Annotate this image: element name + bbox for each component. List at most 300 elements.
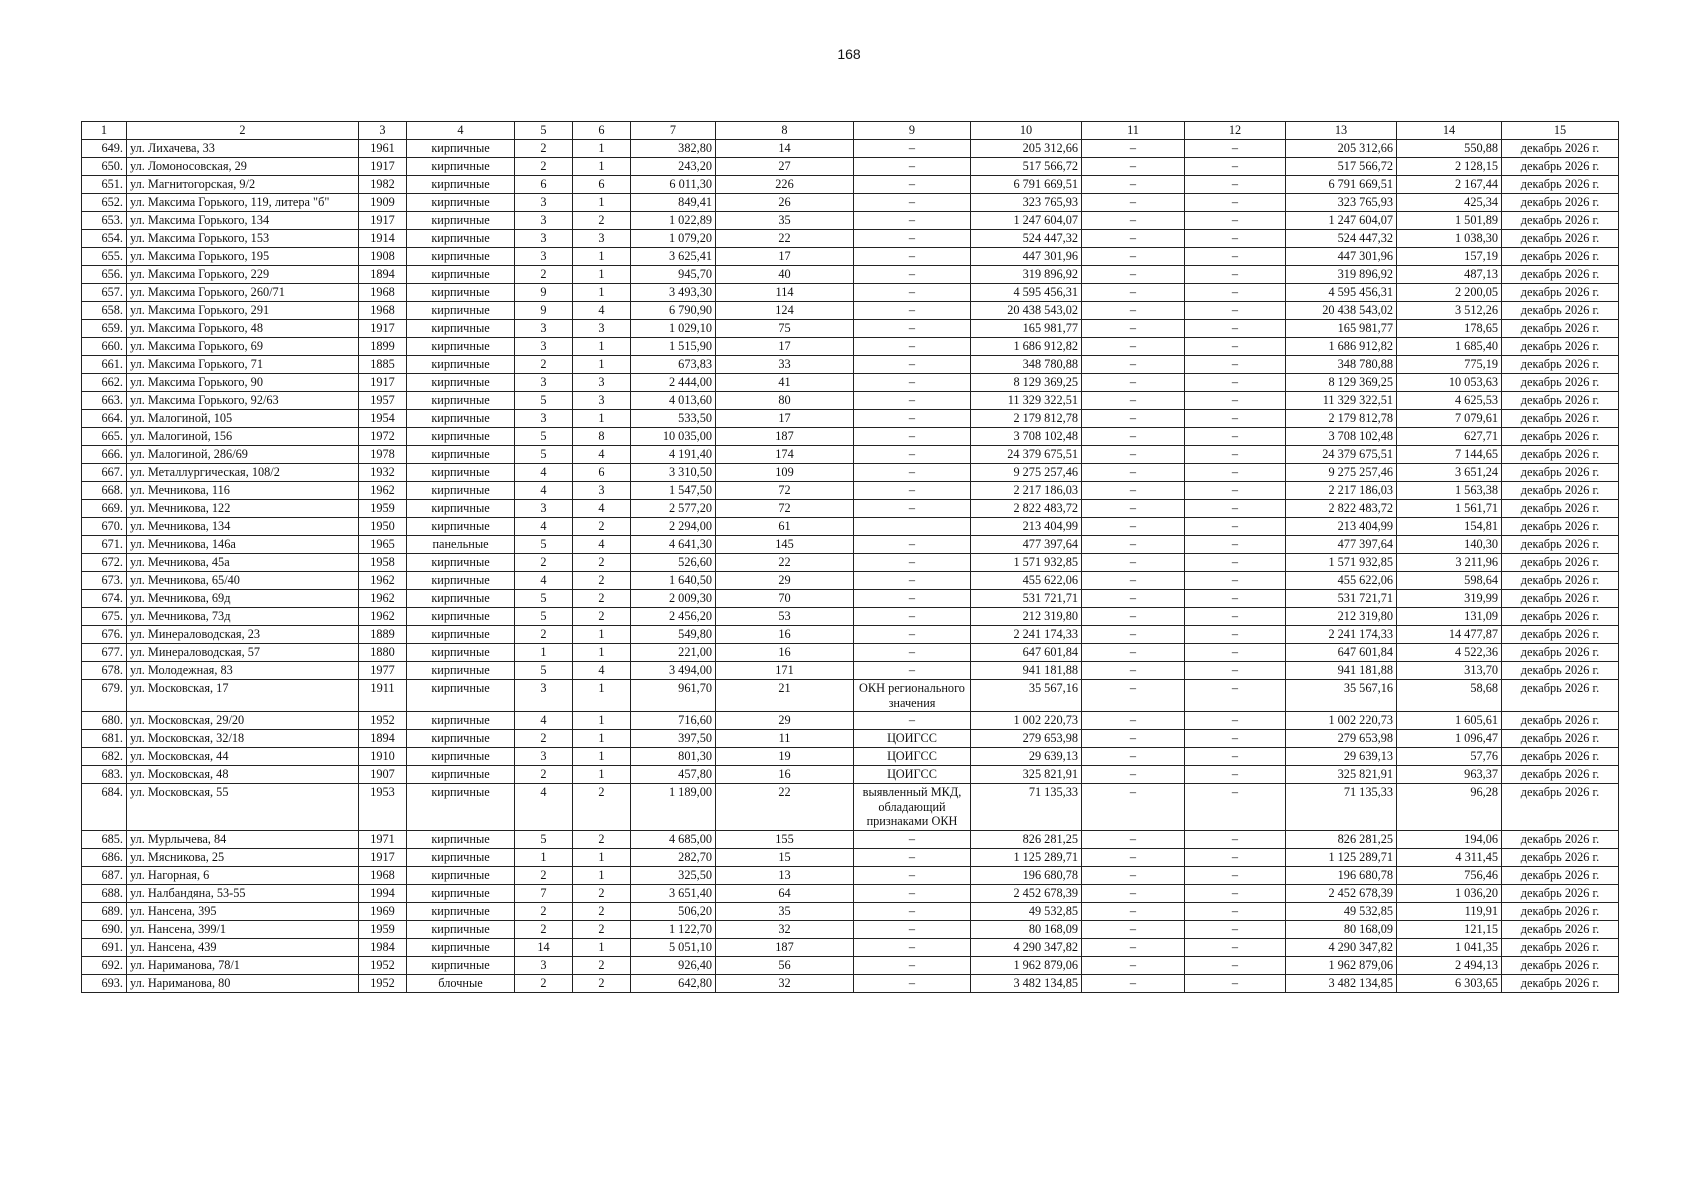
cell-floors: 3 <box>515 230 573 248</box>
cell-row-number: 681. <box>82 730 127 748</box>
cell-cost-col-12: – <box>1185 644 1286 662</box>
table-row <box>82 680 1619 712</box>
cell-heritage-status: – <box>854 464 971 482</box>
cell-year-built: 1953 <box>359 784 407 831</box>
cell-cost-col-11: – <box>1082 536 1185 554</box>
cell-cost-per-sqm: 598,64 <box>1397 572 1502 590</box>
cell-entrances: 6 <box>573 464 631 482</box>
cell-cost-total: 212 319,80 <box>971 608 1082 626</box>
cell-cost-col-12: – <box>1185 302 1286 320</box>
cell-cost-col-12: – <box>1185 608 1286 626</box>
cell-residents: 187 <box>716 428 854 446</box>
cell-cost-col-11: – <box>1082 884 1185 902</box>
cell-cost-col-13: 447 301,96 <box>1286 248 1397 266</box>
cell-cost-col-11: – <box>1082 608 1185 626</box>
cell-year-built: 1954 <box>359 410 407 428</box>
cell-floors: 6 <box>515 176 573 194</box>
cell-entrances: 4 <box>573 662 631 680</box>
cell-deadline: декабрь 2026 г. <box>1502 902 1619 920</box>
column-header-15: 15 <box>1502 122 1619 140</box>
cell-cost-col-11: – <box>1082 230 1185 248</box>
cell-deadline: декабрь 2026 г. <box>1502 266 1619 284</box>
cell-floors: 5 <box>515 830 573 848</box>
column-header-11: 11 <box>1082 122 1185 140</box>
table-row <box>82 784 1619 831</box>
cell-cost-total: 24 379 675,51 <box>971 446 1082 464</box>
cell-address: ул. Малогиной, 105 <box>127 410 359 428</box>
cell-address: ул. Московская, 44 <box>127 748 359 766</box>
cell-heritage-status: – <box>854 446 971 464</box>
cell-cost-total: 4 290 347,82 <box>971 938 1082 956</box>
cell-cost-col-12: – <box>1185 284 1286 302</box>
cell-entrances: 2 <box>573 518 631 536</box>
cell-deadline: декабрь 2026 г. <box>1502 626 1619 644</box>
cell-heritage-status: – <box>854 356 971 374</box>
cell-cost-col-12: – <box>1185 572 1286 590</box>
cell-cost-per-sqm: 2 494,13 <box>1397 956 1502 974</box>
cell-heritage-status: – <box>854 554 971 572</box>
cell-year-built: 1952 <box>359 712 407 730</box>
cell-row-number: 658. <box>82 302 127 320</box>
cell-residents: 187 <box>716 938 854 956</box>
cell-cost-col-11: – <box>1082 554 1185 572</box>
cell-floors: 2 <box>515 866 573 884</box>
cell-cost-col-12: – <box>1185 730 1286 748</box>
cell-total-area: 1 029,10 <box>631 320 716 338</box>
cell-cost-per-sqm: 2 200,05 <box>1397 284 1502 302</box>
cell-heritage-status: ОКН регионального значения <box>854 680 971 712</box>
cell-cost-col-11: – <box>1082 248 1185 266</box>
cell-row-number: 652. <box>82 194 127 212</box>
cell-address: ул. Молодежная, 83 <box>127 662 359 680</box>
cell-address: ул. Максима Горького, 71 <box>127 356 359 374</box>
table-row <box>82 158 1619 176</box>
cell-heritage-status: – <box>854 884 971 902</box>
cell-address: ул. Минераловодская, 23 <box>127 626 359 644</box>
cell-floors: 5 <box>515 536 573 554</box>
cell-wall-material: кирпичные <box>407 446 515 464</box>
cell-deadline: декабрь 2026 г. <box>1502 356 1619 374</box>
cell-deadline: декабрь 2026 г. <box>1502 536 1619 554</box>
table-row <box>82 194 1619 212</box>
cell-address: ул. Мечникова, 122 <box>127 500 359 518</box>
cell-residents: 35 <box>716 902 854 920</box>
cell-row-number: 665. <box>82 428 127 446</box>
cell-wall-material: кирпичные <box>407 830 515 848</box>
cell-residents: 70 <box>716 590 854 608</box>
cell-cost-per-sqm: 1 501,89 <box>1397 212 1502 230</box>
cell-wall-material: кирпичные <box>407 644 515 662</box>
cell-wall-material: кирпичные <box>407 248 515 266</box>
cell-heritage-status: – <box>854 956 971 974</box>
cell-cost-col-11: – <box>1082 572 1185 590</box>
cell-cost-per-sqm: 57,76 <box>1397 748 1502 766</box>
cell-total-area: 1 189,00 <box>631 784 716 831</box>
cell-cost-col-11: – <box>1082 374 1185 392</box>
column-header-12: 12 <box>1185 122 1286 140</box>
cell-address: ул. Максима Горького, 92/63 <box>127 392 359 410</box>
cell-floors: 1 <box>515 644 573 662</box>
cell-address: ул. Нариманова, 78/1 <box>127 956 359 974</box>
cell-deadline: декабрь 2026 г. <box>1502 338 1619 356</box>
cell-cost-total: 1 571 932,85 <box>971 554 1082 572</box>
cell-address: ул. Максима Горького, 153 <box>127 230 359 248</box>
cell-row-number: 683. <box>82 766 127 784</box>
cell-cost-col-11: – <box>1082 428 1185 446</box>
cell-cost-col-11: – <box>1082 920 1185 938</box>
cell-year-built: 1961 <box>359 140 407 158</box>
cell-floors: 2 <box>515 140 573 158</box>
cell-wall-material: кирпичные <box>407 158 515 176</box>
cell-row-number: 671. <box>82 536 127 554</box>
cell-heritage-status: – <box>854 712 971 730</box>
housing-register-table <box>81 121 1619 993</box>
cell-wall-material: кирпичные <box>407 356 515 374</box>
cell-cost-col-13: 205 312,66 <box>1286 140 1397 158</box>
cell-floors: 4 <box>515 464 573 482</box>
cell-total-area: 533,50 <box>631 410 716 428</box>
cell-row-number: 688. <box>82 884 127 902</box>
cell-entrances: 1 <box>573 766 631 784</box>
cell-entrances: 1 <box>573 248 631 266</box>
cell-deadline: декабрь 2026 г. <box>1502 284 1619 302</box>
cell-deadline: декабрь 2026 г. <box>1502 302 1619 320</box>
cell-entrances: 1 <box>573 730 631 748</box>
cell-year-built: 1969 <box>359 902 407 920</box>
cell-residents: 13 <box>716 866 854 884</box>
cell-deadline: декабрь 2026 г. <box>1502 212 1619 230</box>
cell-year-built: 1968 <box>359 302 407 320</box>
column-header-14: 14 <box>1397 122 1502 140</box>
cell-year-built: 1968 <box>359 866 407 884</box>
cell-residents: 32 <box>716 920 854 938</box>
cell-cost-total: 1 125 289,71 <box>971 848 1082 866</box>
cell-cost-col-12: – <box>1185 848 1286 866</box>
cell-cost-total: 455 622,06 <box>971 572 1082 590</box>
cell-cost-col-13: 279 653,98 <box>1286 730 1397 748</box>
cell-entrances: 2 <box>573 554 631 572</box>
cell-address: ул. Мечникова, 134 <box>127 518 359 536</box>
cell-cost-total: 323 765,93 <box>971 194 1082 212</box>
cell-residents: 80 <box>716 392 854 410</box>
cell-year-built: 1880 <box>359 644 407 662</box>
cell-heritage-status: – <box>854 482 971 500</box>
cell-row-number: 670. <box>82 518 127 536</box>
cell-wall-material: кирпичные <box>407 590 515 608</box>
cell-cost-col-13: 517 566,72 <box>1286 158 1397 176</box>
table-body <box>82 140 1619 993</box>
cell-cost-col-12: – <box>1185 428 1286 446</box>
cell-cost-total: 165 981,77 <box>971 320 1082 338</box>
cell-row-number: 649. <box>82 140 127 158</box>
cell-total-area: 243,20 <box>631 158 716 176</box>
cell-total-area: 3 651,40 <box>631 884 716 902</box>
table-row <box>82 644 1619 662</box>
cell-cost-per-sqm: 7 144,65 <box>1397 446 1502 464</box>
cell-cost-col-11: – <box>1082 974 1185 992</box>
cell-cost-total: 447 301,96 <box>971 248 1082 266</box>
cell-entrances: 2 <box>573 884 631 902</box>
cell-deadline: декабрь 2026 г. <box>1502 748 1619 766</box>
cell-residents: 26 <box>716 194 854 212</box>
cell-wall-material: кирпичные <box>407 712 515 730</box>
column-header-6: 6 <box>573 122 631 140</box>
cell-residents: 72 <box>716 482 854 500</box>
cell-cost-col-12: – <box>1185 500 1286 518</box>
cell-address: ул. Мечникова, 45а <box>127 554 359 572</box>
table-row <box>82 176 1619 194</box>
cell-row-number: 667. <box>82 464 127 482</box>
cell-heritage-status <box>854 518 971 536</box>
cell-cost-per-sqm: 1 041,35 <box>1397 938 1502 956</box>
cell-deadline: декабрь 2026 г. <box>1502 176 1619 194</box>
cell-address: ул. Мурлычева, 84 <box>127 830 359 848</box>
cell-cost-col-12: – <box>1185 626 1286 644</box>
cell-year-built: 1908 <box>359 248 407 266</box>
cell-cost-per-sqm: 96,28 <box>1397 784 1502 831</box>
cell-total-area: 282,70 <box>631 848 716 866</box>
cell-row-number: 685. <box>82 830 127 848</box>
cell-address: ул. Московская, 48 <box>127 766 359 784</box>
cell-cost-col-11: – <box>1082 848 1185 866</box>
cell-deadline: декабрь 2026 г. <box>1502 956 1619 974</box>
cell-cost-col-11: – <box>1082 956 1185 974</box>
column-header-1: 1 <box>82 122 127 140</box>
cell-residents: 174 <box>716 446 854 464</box>
cell-heritage-status: – <box>854 920 971 938</box>
cell-row-number: 676. <box>82 626 127 644</box>
cell-cost-col-11: – <box>1082 866 1185 884</box>
cell-address: ул. Ломоносовская, 29 <box>127 158 359 176</box>
cell-deadline: декабрь 2026 г. <box>1502 572 1619 590</box>
cell-year-built: 1894 <box>359 266 407 284</box>
cell-row-number: 669. <box>82 500 127 518</box>
cell-heritage-status: – <box>854 848 971 866</box>
cell-heritage-status: ЦОИГСС <box>854 730 971 748</box>
cell-total-area: 1 515,90 <box>631 338 716 356</box>
cell-heritage-status: – <box>854 662 971 680</box>
cell-cost-col-13: 2 452 678,39 <box>1286 884 1397 902</box>
cell-year-built: 1914 <box>359 230 407 248</box>
cell-cost-col-13: 826 281,25 <box>1286 830 1397 848</box>
cell-cost-col-12: – <box>1185 784 1286 831</box>
cell-entrances: 4 <box>573 302 631 320</box>
cell-address: ул. Максима Горького, 90 <box>127 374 359 392</box>
cell-residents: 145 <box>716 536 854 554</box>
cell-total-area: 457,80 <box>631 766 716 784</box>
cell-address: ул. Московская, 17 <box>127 680 359 712</box>
cell-floors: 9 <box>515 284 573 302</box>
cell-cost-per-sqm: 121,15 <box>1397 920 1502 938</box>
cell-wall-material: кирпичные <box>407 176 515 194</box>
cell-address: ул. Мечникова, 69д <box>127 590 359 608</box>
cell-wall-material: кирпичные <box>407 884 515 902</box>
table-row <box>82 748 1619 766</box>
cell-row-number: 680. <box>82 712 127 730</box>
cell-row-number: 690. <box>82 920 127 938</box>
cell-cost-total: 213 404,99 <box>971 518 1082 536</box>
cell-cost-col-12: – <box>1185 230 1286 248</box>
cell-total-area: 4 641,30 <box>631 536 716 554</box>
cell-total-area: 6 790,90 <box>631 302 716 320</box>
cell-wall-material: кирпичные <box>407 464 515 482</box>
cell-cost-col-12: – <box>1185 194 1286 212</box>
cell-entrances: 1 <box>573 680 631 712</box>
cell-cost-col-12: – <box>1185 920 1286 938</box>
cell-cost-total: 2 822 483,72 <box>971 500 1082 518</box>
cell-cost-col-12: – <box>1185 410 1286 428</box>
cell-row-number: 662. <box>82 374 127 392</box>
table-row <box>82 212 1619 230</box>
cell-year-built: 1917 <box>359 158 407 176</box>
cell-heritage-status: – <box>854 830 971 848</box>
cell-year-built: 1984 <box>359 938 407 956</box>
table-row <box>82 712 1619 730</box>
cell-cost-total: 2 241 174,33 <box>971 626 1082 644</box>
cell-cost-per-sqm: 58,68 <box>1397 680 1502 712</box>
cell-cost-col-11: – <box>1082 784 1185 831</box>
cell-cost-per-sqm: 756,46 <box>1397 866 1502 884</box>
cell-wall-material: кирпичные <box>407 608 515 626</box>
cell-cost-per-sqm: 1 036,20 <box>1397 884 1502 902</box>
cell-cost-col-13: 49 532,85 <box>1286 902 1397 920</box>
cell-heritage-status: – <box>854 284 971 302</box>
table-row <box>82 730 1619 748</box>
cell-total-area: 397,50 <box>631 730 716 748</box>
cell-residents: 19 <box>716 748 854 766</box>
cell-cost-col-13: 1 247 604,07 <box>1286 212 1397 230</box>
cell-row-number: 656. <box>82 266 127 284</box>
cell-cost-col-12: – <box>1185 956 1286 974</box>
cell-cost-col-12: – <box>1185 320 1286 338</box>
cell-row-number: 657. <box>82 284 127 302</box>
cell-total-area: 716,60 <box>631 712 716 730</box>
cell-residents: 64 <box>716 884 854 902</box>
cell-cost-col-13: 325 821,91 <box>1286 766 1397 784</box>
cell-heritage-status: – <box>854 974 971 992</box>
table-row <box>82 230 1619 248</box>
cell-floors: 2 <box>515 626 573 644</box>
cell-total-area: 5 051,10 <box>631 938 716 956</box>
cell-heritage-status: – <box>854 176 971 194</box>
cell-cost-col-11: – <box>1082 158 1185 176</box>
cell-address: ул. Нагорная, 6 <box>127 866 359 884</box>
cell-floors: 4 <box>515 712 573 730</box>
cell-floors: 2 <box>515 974 573 992</box>
cell-wall-material: кирпичные <box>407 428 515 446</box>
cell-row-number: 661. <box>82 356 127 374</box>
cell-cost-col-13: 647 601,84 <box>1286 644 1397 662</box>
cell-deadline: декабрь 2026 г. <box>1502 554 1619 572</box>
cell-row-number: 651. <box>82 176 127 194</box>
cell-deadline: декабрь 2026 г. <box>1502 848 1619 866</box>
cell-row-number: 682. <box>82 748 127 766</box>
cell-cost-col-12: – <box>1185 974 1286 992</box>
cell-total-area: 549,80 <box>631 626 716 644</box>
cell-deadline: декабрь 2026 г. <box>1502 194 1619 212</box>
cell-total-area: 3 493,30 <box>631 284 716 302</box>
cell-floors: 4 <box>515 784 573 831</box>
table-row <box>82 500 1619 518</box>
table-row <box>82 974 1619 992</box>
cell-cost-col-11: – <box>1082 518 1185 536</box>
cell-cost-col-11: – <box>1082 830 1185 848</box>
cell-deadline: декабрь 2026 г. <box>1502 644 1619 662</box>
cell-heritage-status: – <box>854 374 971 392</box>
cell-cost-total: 205 312,66 <box>971 140 1082 158</box>
cell-floors: 4 <box>515 518 573 536</box>
cell-residents: 41 <box>716 374 854 392</box>
cell-deadline: декабрь 2026 г. <box>1502 392 1619 410</box>
cell-heritage-status: – <box>854 230 971 248</box>
cell-wall-material: блочные <box>407 974 515 992</box>
cell-deadline: декабрь 2026 г. <box>1502 590 1619 608</box>
cell-cost-total: 6 791 669,51 <box>971 176 1082 194</box>
cell-cost-col-13: 165 981,77 <box>1286 320 1397 338</box>
cell-year-built: 1968 <box>359 284 407 302</box>
cell-heritage-status: – <box>854 644 971 662</box>
cell-residents: 22 <box>716 784 854 831</box>
table-row <box>82 518 1619 536</box>
cell-cost-per-sqm: 627,71 <box>1397 428 1502 446</box>
cell-cost-col-12: – <box>1185 712 1286 730</box>
cell-floors: 4 <box>515 482 573 500</box>
cell-deadline: декабрь 2026 г. <box>1502 662 1619 680</box>
cell-total-area: 1 122,70 <box>631 920 716 938</box>
cell-heritage-status: – <box>854 302 971 320</box>
cell-cost-total: 348 780,88 <box>971 356 1082 374</box>
cell-total-area: 801,30 <box>631 748 716 766</box>
cell-cost-col-11: – <box>1082 338 1185 356</box>
cell-cost-col-12: – <box>1185 938 1286 956</box>
cell-address: ул. Максима Горького, 119, литера "б" <box>127 194 359 212</box>
cell-entrances: 1 <box>573 866 631 884</box>
cell-floors: 3 <box>515 410 573 428</box>
cell-total-area: 2 444,00 <box>631 374 716 392</box>
cell-deadline: декабрь 2026 г. <box>1502 374 1619 392</box>
cell-row-number: 660. <box>82 338 127 356</box>
cell-entrances: 2 <box>573 974 631 992</box>
cell-deadline: декабрь 2026 г. <box>1502 464 1619 482</box>
cell-cost-col-11: – <box>1082 356 1185 374</box>
cell-address: ул. Максима Горького, 195 <box>127 248 359 266</box>
cell-year-built: 1958 <box>359 554 407 572</box>
column-header-2: 2 <box>127 122 359 140</box>
cell-address: ул. Малогиной, 156 <box>127 428 359 446</box>
cell-floors: 2 <box>515 766 573 784</box>
table-row <box>82 338 1619 356</box>
cell-cost-col-11: – <box>1082 626 1185 644</box>
cell-residents: 11 <box>716 730 854 748</box>
cell-total-area: 673,83 <box>631 356 716 374</box>
cell-cost-col-12: – <box>1185 140 1286 158</box>
cell-heritage-status: – <box>854 428 971 446</box>
cell-cost-col-12: – <box>1185 338 1286 356</box>
column-number-row <box>82 122 1619 140</box>
cell-cost-col-13: 4 595 456,31 <box>1286 284 1397 302</box>
cell-cost-per-sqm: 1 685,40 <box>1397 338 1502 356</box>
cell-heritage-status: – <box>854 626 971 644</box>
cell-cost-total: 4 595 456,31 <box>971 284 1082 302</box>
column-header-4: 4 <box>407 122 515 140</box>
cell-cost-col-11: – <box>1082 194 1185 212</box>
cell-wall-material: кирпичные <box>407 410 515 428</box>
cell-row-number: 677. <box>82 644 127 662</box>
cell-residents: 40 <box>716 266 854 284</box>
cell-cost-col-12: – <box>1185 212 1286 230</box>
cell-row-number: 673. <box>82 572 127 590</box>
cell-year-built: 1962 <box>359 572 407 590</box>
